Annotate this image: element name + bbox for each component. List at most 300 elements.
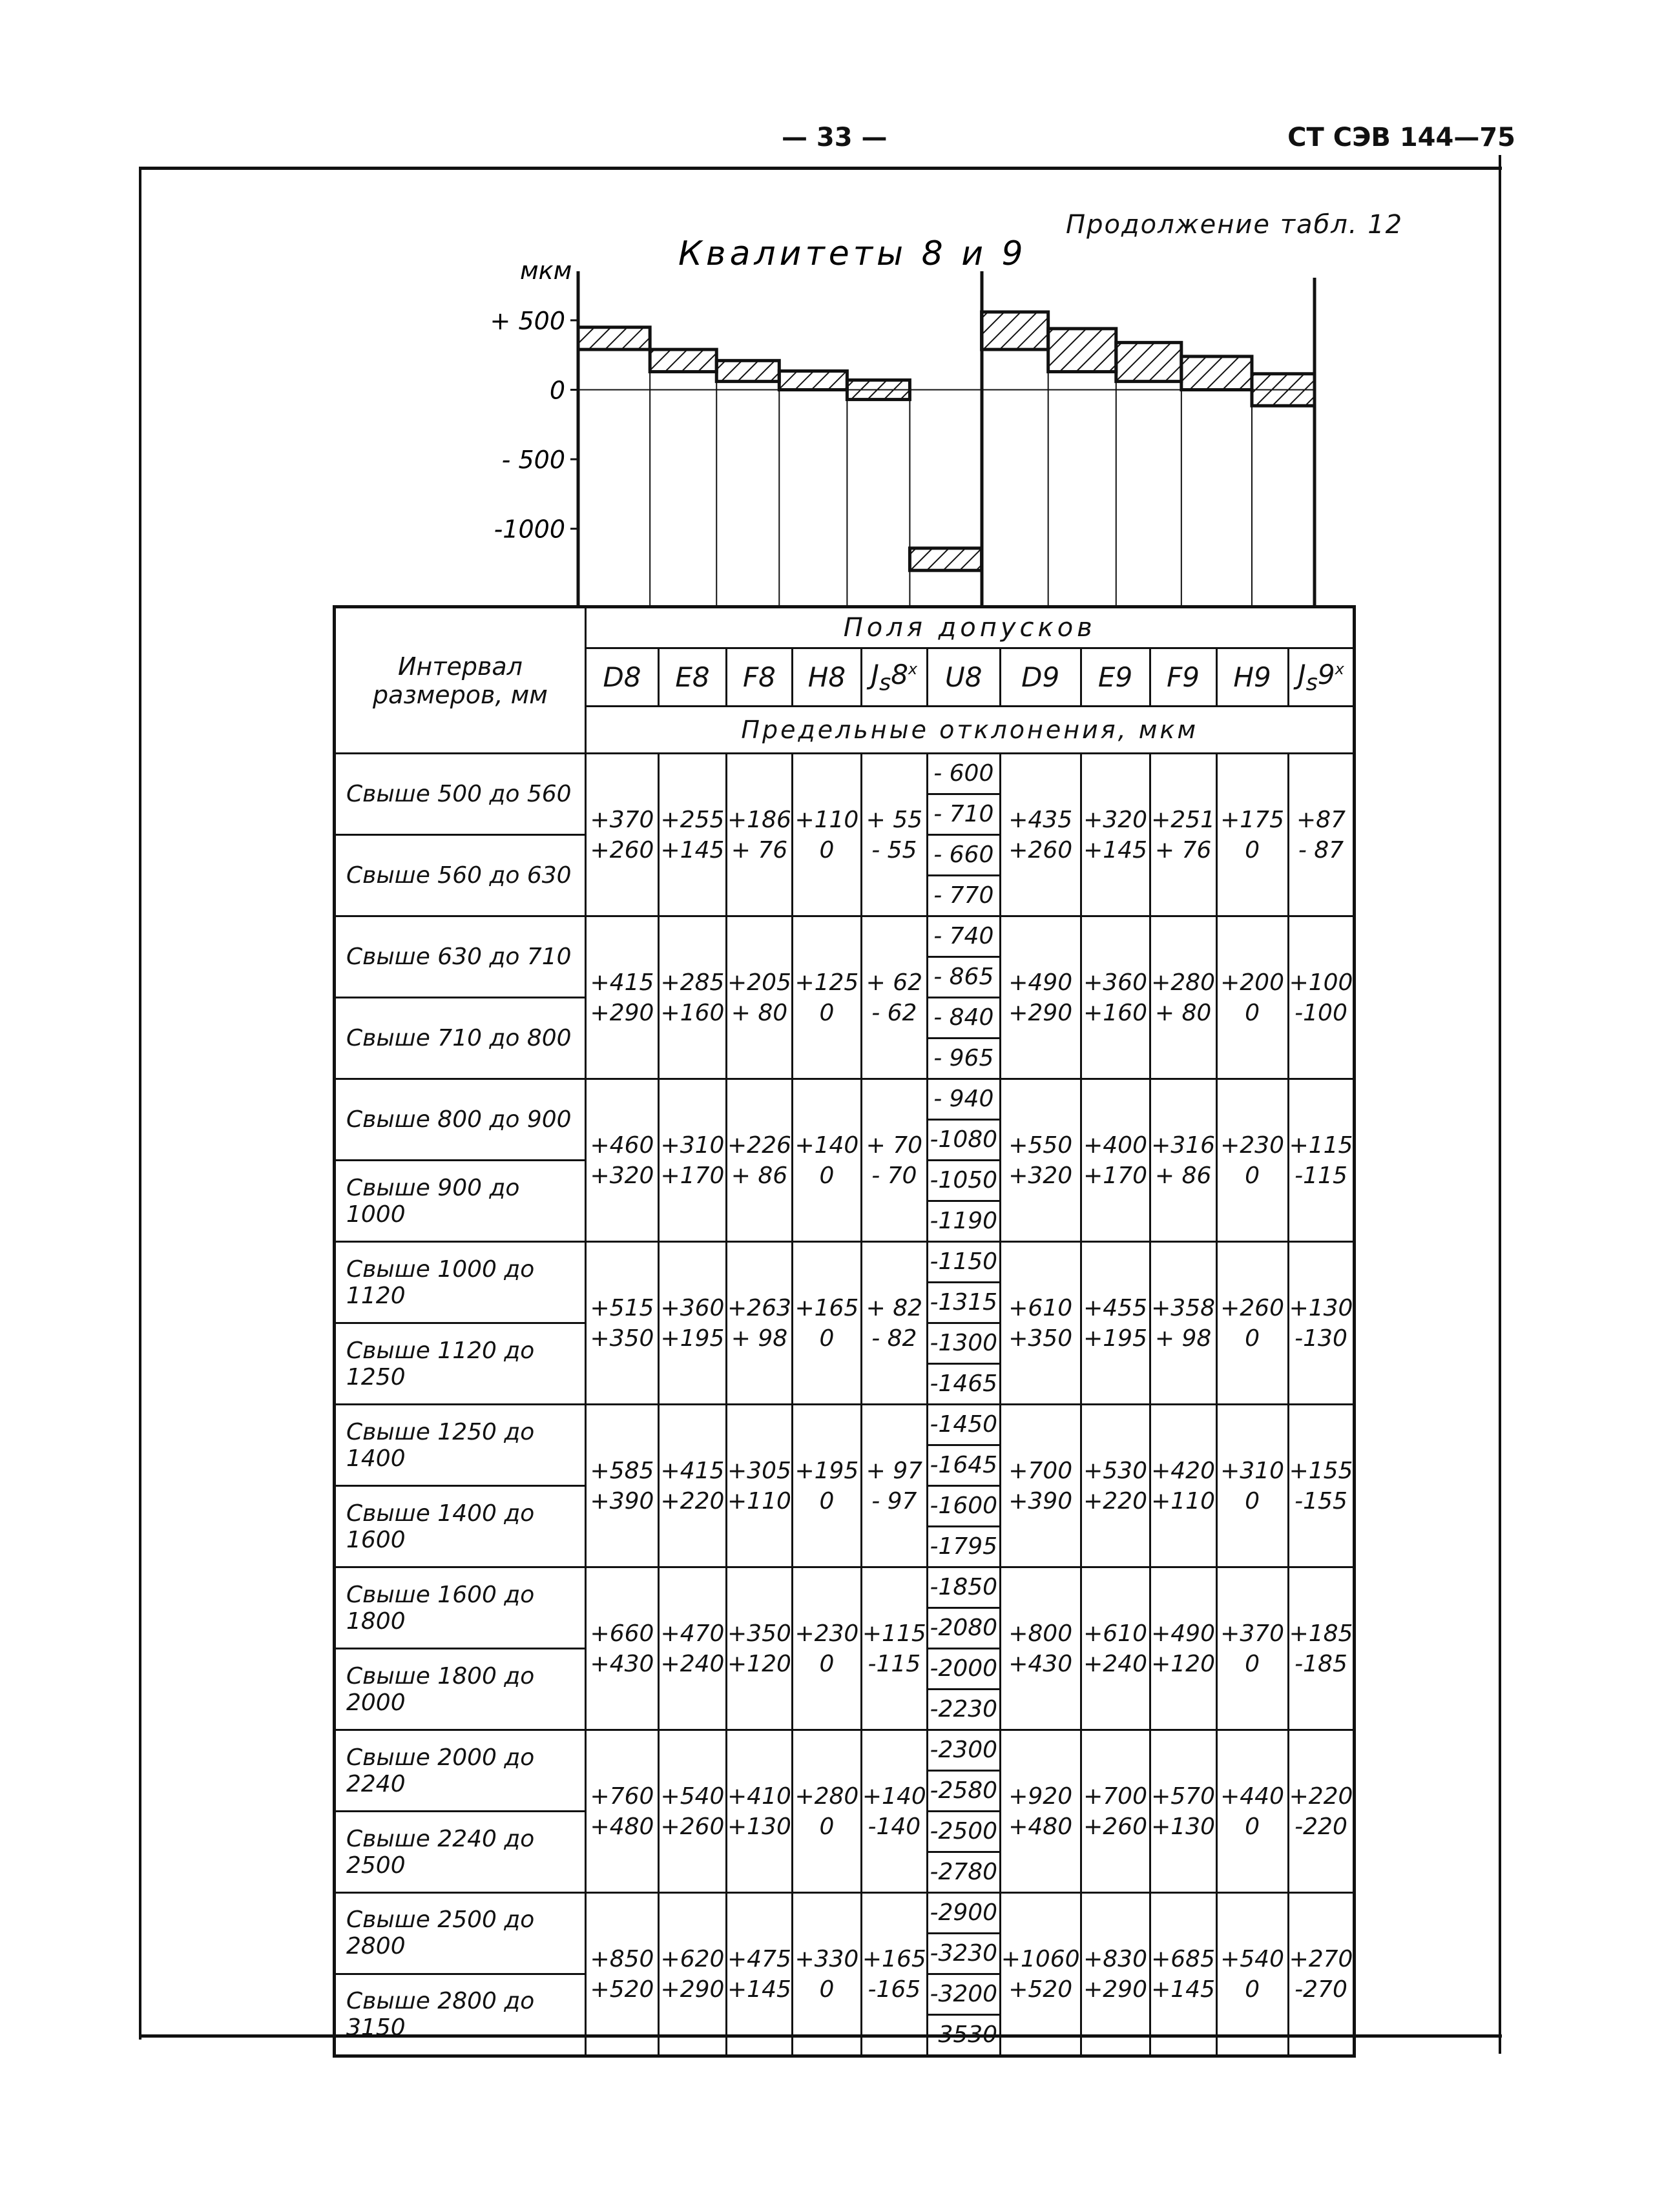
upper-deviation: +660 (590, 1620, 654, 1647)
u8-value: -1050 (928, 1161, 999, 1202)
tolerance-chart (0, 0, 1664, 607)
deviation-cell (1000, 754, 1081, 916)
u8-value: -1190 (930, 1208, 998, 1234)
deviation-cell (659, 1242, 727, 1405)
interval-cell: Свыше 1000 до 1120 (335, 1242, 586, 1323)
upper-deviation: +220 (1289, 1783, 1353, 1810)
fields-header: Поля допусков (586, 607, 1355, 648)
deviation-cell (861, 1893, 927, 2056)
upper-deviation: + 97 (866, 1457, 923, 1484)
lower-deviation: +480 (590, 1813, 654, 1840)
units-header: Предельные отклонения, мкм (586, 707, 1355, 754)
upper-deviation: +460 (590, 1132, 654, 1159)
lower-deviation: 0 (1245, 1650, 1260, 1677)
u8-value: - 865 (928, 958, 999, 998)
upper-deviation: +260 (1220, 1294, 1284, 1321)
upper-deviation: +620 (660, 1945, 725, 1972)
deviation-cell (861, 1079, 927, 1242)
u8-value: - 740 (928, 917, 999, 958)
deviation-cell (727, 1405, 793, 1567)
lower-deviation: -130 (1295, 1325, 1347, 1352)
upper-deviation: +370 (590, 806, 654, 833)
lower-deviation: +120 (1151, 1650, 1215, 1677)
deviation-cell (1288, 1893, 1355, 2056)
upper-deviation: +140 (795, 1132, 859, 1159)
lower-deviation: +240 (660, 1650, 725, 1677)
lower-deviation: +260 (1083, 1813, 1147, 1840)
field-code-5: U8 (927, 648, 1000, 707)
table-row (335, 1405, 1355, 1486)
deviation-cell (1216, 1405, 1288, 1567)
u8-cell (927, 1242, 1000, 1405)
lower-deviation: -165 (868, 1976, 921, 2003)
u8-value: - 770 (933, 882, 994, 909)
tolerance-band-d9 (982, 312, 1048, 349)
upper-deviation: +358 (1151, 1294, 1215, 1321)
upper-deviation: +410 (727, 1783, 791, 1810)
deviation-cell (1216, 1079, 1288, 1242)
deviation-cell (727, 754, 793, 916)
lower-deviation: 0 (819, 1162, 835, 1189)
lower-deviation: - 82 (871, 1325, 917, 1352)
lower-deviation: + 86 (731, 1162, 788, 1189)
interval-cell: Свыше 1600 до 1800 (335, 1567, 586, 1649)
tolerance-band-d8 (578, 327, 650, 349)
upper-deviation: +230 (795, 1620, 859, 1647)
lower-deviation: +480 (1008, 1813, 1073, 1840)
deviation-cell (1288, 1242, 1355, 1405)
lower-deviation: +390 (590, 1487, 654, 1514)
interval-cell: Свыше 1800 до 2000 (335, 1649, 586, 1730)
upper-deviation: + 82 (866, 1294, 923, 1321)
field-code-1: E8 (659, 648, 727, 707)
upper-deviation: +800 (1008, 1620, 1073, 1647)
upper-deviation: +310 (1220, 1457, 1284, 1484)
deviation-cell (586, 916, 659, 1079)
deviation-cell (727, 1893, 793, 2056)
upper-deviation: +115 (1289, 1132, 1353, 1159)
u8-value: -2080 (928, 1609, 999, 1649)
lower-deviation: 0 (1245, 1813, 1260, 1840)
interval-cell: Свыше 2500 до 2800 (335, 1893, 586, 1974)
lower-deviation: +110 (1151, 1487, 1215, 1514)
u8-cell (927, 1079, 1000, 1242)
lower-deviation: +145 (1151, 1976, 1215, 2003)
deviation-cell (659, 1405, 727, 1567)
table-row (335, 1079, 1355, 1161)
upper-deviation: +415 (660, 1457, 725, 1484)
u8-value: -2300 (928, 1731, 999, 1772)
u8-cell (927, 1730, 1000, 1893)
interval-cell: Свыше 1120 до 1250 (335, 1323, 586, 1405)
lower-deviation: +145 (727, 1976, 791, 2003)
lower-deviation: -115 (1295, 1162, 1347, 1189)
upper-deviation: + 55 (866, 806, 923, 833)
lower-deviation: + 76 (1154, 836, 1212, 863)
u8-value: -1600 (928, 1487, 999, 1527)
tolerance-band-h8 (779, 371, 847, 389)
upper-deviation: +205 (727, 969, 791, 996)
deviation-cell (586, 1567, 659, 1730)
upper-deviation: +570 (1151, 1783, 1215, 1810)
deviation-cell (861, 916, 927, 1079)
lower-deviation: 0 (1245, 1162, 1260, 1189)
lower-deviation: +145 (1083, 836, 1147, 863)
deviation-cell (1150, 1242, 1216, 1405)
deviation-cell (659, 1567, 727, 1730)
deviation-cell (1216, 1567, 1288, 1730)
deviation-cell (659, 916, 727, 1079)
y-tick-label: 0 (549, 376, 565, 405)
deviation-cell (727, 1567, 793, 1730)
deviation-cell (792, 1567, 861, 1730)
deviation-cell (1000, 1242, 1081, 1405)
lower-deviation: +290 (1083, 1976, 1147, 2003)
lower-deviation: +130 (1151, 1813, 1215, 1840)
deviation-cell (586, 754, 659, 916)
lower-deviation: +430 (1008, 1650, 1073, 1677)
upper-deviation: +305 (727, 1457, 791, 1484)
u8-cell (927, 754, 1000, 916)
lower-deviation: 0 (819, 1487, 835, 1514)
upper-deviation: +515 (590, 1294, 654, 1321)
interval-cell: Свыше 500 до 560 (335, 754, 586, 835)
upper-deviation: +370 (1220, 1620, 1284, 1647)
deviation-cell (1150, 1893, 1216, 2056)
lower-deviation: +430 (590, 1650, 654, 1677)
lower-deviation: -140 (868, 1813, 921, 1840)
u8-cell (927, 1893, 1000, 2056)
lower-deviation: +520 (1008, 1976, 1073, 2003)
deviation-cell (1081, 1405, 1150, 1567)
u8-value: -1465 (930, 1370, 998, 1397)
deviation-cell (861, 754, 927, 916)
u8-cell (927, 1567, 1000, 1730)
u8-cell (927, 1405, 1000, 1567)
upper-deviation: +125 (795, 969, 859, 996)
u8-value: - 940 (928, 1080, 999, 1121)
lower-deviation: 0 (819, 836, 835, 863)
deviation-cell (1000, 1567, 1081, 1730)
table-row (335, 1730, 1355, 1812)
interval-cell: Свыше 800 до 900 (335, 1079, 586, 1161)
lower-deviation: - 70 (871, 1162, 917, 1189)
tolerance-band-js8 (847, 380, 910, 399)
lower-deviation: +120 (727, 1650, 791, 1677)
interval-cell: Свыше 2800 до 3150 (335, 1974, 586, 2056)
deviation-cell (586, 1405, 659, 1567)
lower-deviation: -270 (1295, 1976, 1347, 2003)
lower-deviation: +110 (727, 1487, 791, 1514)
tolerance-band-e8 (650, 349, 716, 371)
upper-deviation: +415 (590, 969, 654, 996)
deviation-cell (1216, 754, 1288, 916)
deviation-cell (727, 1242, 793, 1405)
table-row (335, 1893, 1355, 1974)
upper-deviation: +155 (1289, 1457, 1353, 1484)
table-row (335, 916, 1355, 998)
y-axis-label: мкм (520, 256, 572, 285)
lower-deviation: +220 (660, 1487, 725, 1514)
upper-deviation: +455 (1083, 1294, 1147, 1321)
tolerance-band-e9 (1048, 329, 1116, 372)
upper-deviation: +320 (1083, 806, 1147, 833)
u8-value: - 840 (928, 998, 999, 1039)
upper-deviation: +110 (795, 806, 859, 833)
deviation-cell (861, 1567, 927, 1730)
tolerance-band-f8 (716, 360, 779, 381)
u8-value: -2900 (928, 1894, 999, 1934)
upper-deviation: +540 (1220, 1945, 1284, 1972)
deviation-cell (659, 1730, 727, 1893)
upper-deviation: + 70 (866, 1132, 923, 1159)
lower-deviation: +260 (660, 1813, 725, 1840)
deviation-cell (1150, 916, 1216, 1079)
lower-deviation: - 62 (871, 999, 917, 1026)
table-row (335, 1567, 1355, 1649)
interval-cell: Свыше 710 до 800 (335, 998, 586, 1079)
deviation-cell (1081, 1893, 1150, 2056)
u8-value: -2780 (930, 1859, 998, 1885)
upper-deviation: +830 (1083, 1945, 1147, 1972)
field-code-2: F8 (727, 648, 793, 707)
lower-deviation: 0 (1245, 1487, 1260, 1514)
y-tick-label: + 500 (490, 306, 565, 335)
lower-deviation: +350 (1008, 1325, 1073, 1352)
deviation-cell (1081, 1567, 1150, 1730)
field-code-3: H8 (792, 648, 861, 707)
u8-value: -1080 (928, 1121, 999, 1161)
deviation-cell (1288, 1079, 1355, 1242)
lower-deviation: - 87 (1298, 836, 1344, 863)
deviation-cell (1000, 1893, 1081, 2056)
upper-deviation: +360 (1083, 969, 1147, 996)
field-code-6: D9 (1000, 648, 1081, 707)
upper-deviation: +700 (1083, 1783, 1147, 1810)
lower-deviation: 0 (819, 1813, 835, 1840)
deviation-cell (1000, 1730, 1081, 1893)
lower-deviation: - 97 (871, 1487, 917, 1514)
deviation-cell (1081, 754, 1150, 916)
lower-deviation: +320 (1008, 1162, 1073, 1189)
deviation-cell (1000, 1405, 1081, 1567)
upper-deviation: +440 (1220, 1783, 1284, 1810)
page-number: — 33 — (782, 123, 888, 152)
deviation-cell (792, 1405, 861, 1567)
upper-deviation: +490 (1151, 1620, 1215, 1647)
upper-deviation: +280 (795, 1783, 859, 1810)
u8-value: -2000 (928, 1649, 999, 1690)
upper-deviation: +115 (862, 1620, 926, 1647)
lower-deviation: +520 (590, 1976, 654, 2003)
table-row (335, 754, 1355, 835)
upper-deviation: +87 (1296, 806, 1346, 833)
tolerance-band-h9 (1181, 357, 1252, 390)
upper-deviation: +350 (727, 1620, 791, 1647)
upper-deviation: +251 (1151, 806, 1215, 833)
upper-deviation: +200 (1220, 969, 1284, 996)
deviation-cell (1000, 916, 1081, 1079)
field-code-0: D8 (586, 648, 659, 707)
deviation-cell (1216, 1893, 1288, 2056)
u8-value: -1450 (928, 1405, 999, 1446)
deviation-cell (1216, 1242, 1288, 1405)
upper-deviation: +186 (727, 806, 791, 833)
deviation-cell (586, 1730, 659, 1893)
lower-deviation: + 98 (1154, 1325, 1212, 1352)
u8-value: -3230 (928, 1934, 999, 1975)
upper-deviation: +475 (727, 1945, 791, 1972)
lower-deviation: +145 (660, 836, 725, 863)
lower-deviation: +350 (590, 1325, 654, 1352)
field-code-9: H9 (1216, 648, 1288, 707)
upper-deviation: +255 (660, 806, 725, 833)
deviation-cell (1288, 1405, 1355, 1567)
upper-deviation: +195 (795, 1457, 859, 1484)
deviation-cell (1216, 1730, 1288, 1893)
upper-deviation: +550 (1008, 1132, 1073, 1159)
u8-value: -2580 (928, 1772, 999, 1812)
deviation-cell (1081, 1242, 1150, 1405)
lower-deviation: 0 (819, 1650, 835, 1677)
upper-deviation: +310 (660, 1132, 725, 1159)
upper-deviation: +360 (660, 1294, 725, 1321)
lower-deviation: -185 (1295, 1650, 1347, 1677)
deviation-cell (1288, 754, 1355, 916)
deviation-cell (727, 916, 793, 1079)
lower-deviation: +170 (1083, 1162, 1147, 1189)
lower-deviation: 0 (819, 1976, 835, 2003)
upper-deviation: +185 (1289, 1620, 1353, 1647)
continuation-note: Продолжение табл. 12 (1066, 210, 1404, 240)
deviation-cell (586, 1893, 659, 2056)
deviation-cell (792, 1242, 861, 1405)
lower-deviation: 0 (1245, 1976, 1260, 2003)
upper-deviation: +470 (660, 1620, 725, 1647)
lower-deviation: +290 (1008, 999, 1073, 1026)
deviation-cell (861, 1242, 927, 1405)
lower-deviation: + 86 (1154, 1162, 1212, 1189)
deviation-cell (1081, 1079, 1150, 1242)
lower-deviation: +195 (1083, 1325, 1147, 1352)
upper-deviation: +130 (1289, 1294, 1353, 1321)
y-tick-label: - 500 (501, 446, 565, 475)
deviation-cell (1150, 1079, 1216, 1242)
interval-cell: Свыше 2000 до 2240 (335, 1730, 586, 1812)
lower-deviation: +390 (1008, 1487, 1073, 1514)
lower-deviation: +130 (727, 1813, 791, 1840)
lower-deviation: +220 (1083, 1487, 1147, 1514)
upper-deviation: +530 (1083, 1457, 1147, 1484)
deviation-cell (1081, 916, 1150, 1079)
lower-deviation: +240 (1083, 1650, 1147, 1677)
u8-value: -1315 (928, 1283, 999, 1324)
deviation-cell (1288, 916, 1355, 1079)
deviation-cell (792, 1079, 861, 1242)
deviation-cell (659, 1079, 727, 1242)
upper-deviation: +585 (590, 1457, 654, 1484)
lower-deviation: + 80 (1154, 999, 1212, 1026)
lower-deviation: +260 (590, 836, 654, 863)
interval-cell: Свыше 900 до 1000 (335, 1161, 586, 1242)
y-tick-label: -1000 (494, 515, 565, 544)
upper-deviation: +920 (1008, 1783, 1073, 1810)
u8-value: -1795 (930, 1533, 998, 1560)
lower-deviation: +195 (660, 1325, 725, 1352)
lower-deviation: 0 (819, 1325, 835, 1352)
interval-cell: Свыше 1400 до 1600 (335, 1486, 586, 1567)
lower-deviation: 0 (1245, 999, 1260, 1026)
upper-deviation: + 62 (866, 969, 923, 996)
upper-deviation: +316 (1151, 1132, 1215, 1159)
upper-deviation: +263 (727, 1294, 791, 1321)
table-row (335, 1242, 1355, 1323)
deviation-cell (1288, 1567, 1355, 1730)
deviation-cell (1150, 1405, 1216, 1567)
tolerance-band-u8 (910, 548, 981, 570)
deviation-cell (792, 916, 861, 1079)
upper-deviation: +700 (1008, 1457, 1073, 1484)
lower-deviation: +290 (660, 1976, 725, 2003)
deviation-cell (861, 1730, 927, 1893)
upper-deviation: +760 (590, 1783, 654, 1810)
upper-deviation: +610 (1008, 1294, 1073, 1321)
deviation-cell (727, 1079, 793, 1242)
lower-deviation: + 76 (731, 836, 788, 863)
deviations-table (333, 605, 1356, 2058)
lower-deviation: +260 (1008, 836, 1073, 863)
upper-deviation: +280 (1151, 969, 1215, 996)
deviation-cell (1288, 1730, 1355, 1893)
field-code-8: F9 (1150, 648, 1216, 707)
deviation-cell (861, 1405, 927, 1567)
lower-deviation: -155 (1295, 1487, 1347, 1514)
upper-deviation: +285 (660, 969, 725, 996)
upper-deviation: +610 (1083, 1620, 1147, 1647)
upper-deviation: +540 (660, 1783, 725, 1810)
deviation-cell (1216, 916, 1288, 1079)
deviation-cell (792, 754, 861, 916)
upper-deviation: +435 (1008, 806, 1073, 833)
field-code-7: E9 (1081, 648, 1150, 707)
lower-deviation: +290 (590, 999, 654, 1026)
interval-cell: Свыше 2240 до 2500 (335, 1812, 586, 1893)
lower-deviation: +160 (660, 999, 725, 1026)
deviation-cell (659, 1893, 727, 2056)
interval-cell: Свыше 630 до 710 (335, 916, 586, 998)
lower-deviation: - 55 (871, 836, 917, 863)
upper-deviation: +230 (1220, 1132, 1284, 1159)
upper-deviation: +1060 (1001, 1945, 1080, 1972)
lower-deviation: 0 (819, 999, 835, 1026)
deviation-cell (586, 1242, 659, 1405)
deviation-cell (1150, 1730, 1216, 1893)
u8-value: - 710 (928, 795, 999, 836)
upper-deviation: +850 (590, 1945, 654, 1972)
lower-deviation: -220 (1295, 1813, 1347, 1840)
interval-cell: Свыше 1250 до 1400 (335, 1405, 586, 1486)
deviation-cell (1150, 1567, 1216, 1730)
upper-deviation: +490 (1008, 969, 1073, 996)
upper-deviation: +420 (1151, 1457, 1215, 1484)
deviation-cell (727, 1730, 793, 1893)
deviation-cell (586, 1079, 659, 1242)
upper-deviation: +270 (1289, 1945, 1353, 1972)
interval-header: Интервал размеров, мм (335, 607, 586, 754)
deviation-cell (1150, 754, 1216, 916)
lower-deviation: +160 (1083, 999, 1147, 1026)
lower-deviation: + 98 (731, 1325, 788, 1352)
